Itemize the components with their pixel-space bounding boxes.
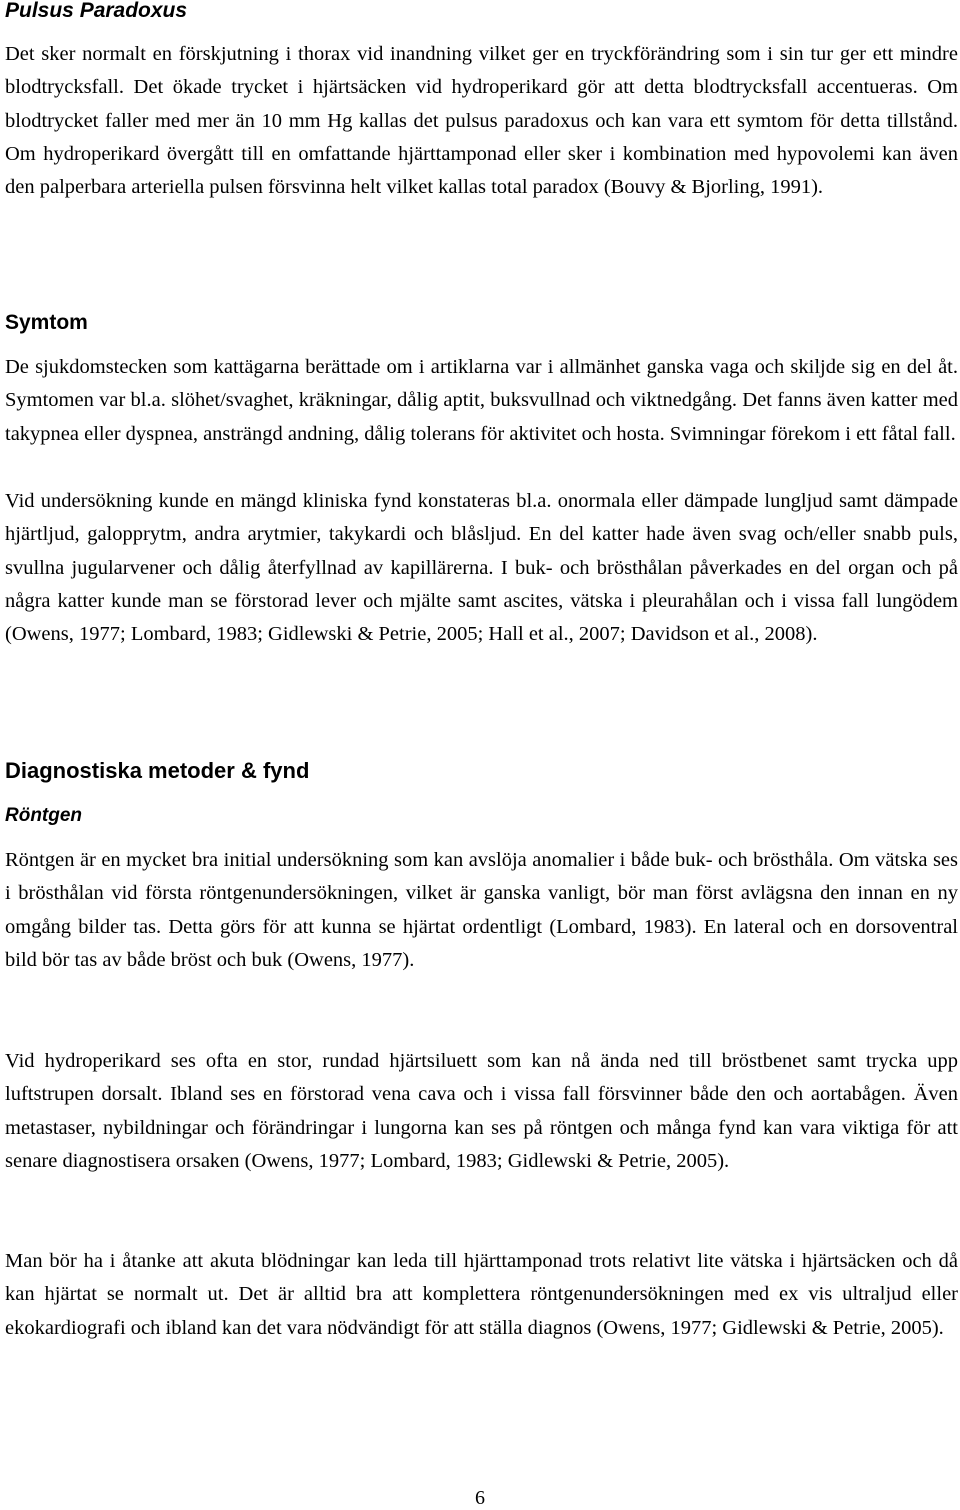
paragraph-symtom-2: Vid undersökning kunde en mängd kliniska fynd konstateras bl.a. onormala eller dämpade lungljud samt dämpade hjärtljud, galopprytm, andra arytmier, takykardi och blåsljud. En del katter hade även svag och/eller snabb puls, svullna jugularvener och dålig återfyllnad av kapillärerna. I buk- och brösthålan påverkades en del organ och på några katter kunde man se förstorad lever och mjälte samt ascites, vätska i pleurahålan och i vissa fall lungödem (Owens, 1977; Lombard, 1983; Gidlewski & Petrie, 2005; Hall et al., 2007; Davidson et al., 2008). xyxy=(5,490,958,646)
paragraph-symtom-1: De sjukdomstecken som kattägarna berättade om i artiklarna var i allmänhet ganska vaga och skiljde sig en del åt. Symtomen var bl.a. slöhet/svaghet, kräkningar, dålig aptit, buksvullnad och viktnedgång. Det fanns även katter med takypnea eller dyspnea, ansträngd andning, dålig tolerans för aktivitet och hosta. Svimningar förekom i ett fåtal fall. xyxy=(5,356,958,445)
page-number: 6 xyxy=(475,1487,485,1509)
subheading-rontgen: Röntgen xyxy=(5,805,83,826)
paragraph-pulsus: Det sker normalt en förskjutning i thorax vid inandning vilket ger en tryckförändring som i sin tur ger ett mindre blodtrycksfall. Det ökade trycket i hjärtsäcken vid hydroperikard gör att detta blodtrycksfall accentueras. Om blodtrycket faller med mer än 10 mm Hg kallas det pulsus paradoxus och kan vara ett symtom för detta tillstånd. Om hydroperikard övergått till en omfattande hjärttamponad eller sker i kombination med hypovolemi kan även den palperbara arteriella pulsen försvinna helt vilket kallas total paradox (Bouvy & Bjorling, 1991). xyxy=(5,43,958,199)
heading-diagnostiska-metoder: Diagnostiska metoder & fynd xyxy=(5,758,310,783)
heading-pulsus-paradoxus: Pulsus Paradoxus xyxy=(5,0,188,22)
paragraph-rontgen-3: Man bör ha i åtanke att akuta blödningar kan leda till hjärttamponad trots relativt lite vätska i hjärtsäcken och då kan hjärtat se normalt ut. Det är alltid bra att komplettera röntgenundersökningen med ex vis ultraljud eller ekokardiografi och ibland kan det vara nödvändigt för att ställa diagnos (Owens, 1977; Gidlewski & Petrie, 2005). xyxy=(5,1250,958,1339)
paragraph-rontgen-2: Vid hydroperikard ses ofta en stor, rundad hjärtsiluett som kan nå ända ned till bröstbenet samt trycka upp luftstrupen dorsalt. Ibland ses en förstorad vena cava och i vissa fall försvinner både den och aortabågen. Även metastaser, nybildningar och förändringar i lungorna kan ses på röntgen och många fynd kan vara viktiga för att senare diagnostisera orsaken (Owens, 1977; Lombard, 1983; Gidlewski & Petrie, 2005). xyxy=(5,1050,958,1172)
heading-symtom: Symtom xyxy=(5,311,88,334)
paragraph-rontgen-1: Röntgen är en mycket bra initial undersökning som kan avslöja anomalier i både buk- och brösthåla. Om vätska ses i brösthålan vid första röntgenundersökningen, vilket är ganska vanligt, bör man först avlägsna den innan en ny omgång bilder tas. Detta görs för att kunna se hjärtat ordentligt (Lombard, 1983). En lateral och en dorsoventral bild bör tas av både bröst och buk (Owens, 1977). xyxy=(5,849,958,971)
